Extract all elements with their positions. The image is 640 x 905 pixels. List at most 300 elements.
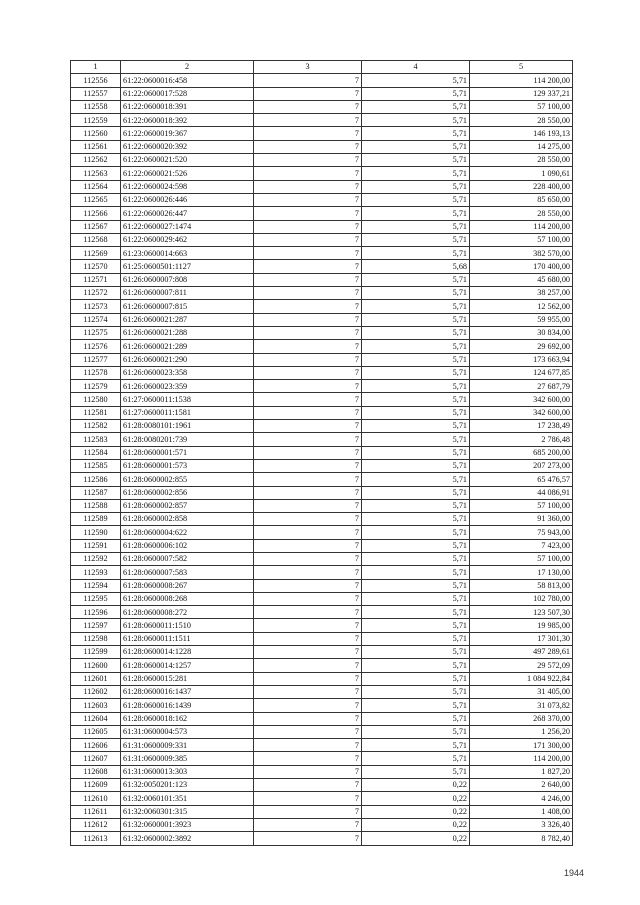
row-number: 112600 [71,659,121,672]
row-number: 112557 [71,87,121,100]
table-row [71,606,573,619]
cadastral-number: 61:28:0600001:573 [121,459,254,472]
column-5-value: 45 680,00 [470,273,573,286]
column-3-value: 7 [254,260,362,273]
column-3-value: 7 [254,606,362,619]
column-4-value: 5,71 [362,473,470,486]
cadastral-number: 61:28:0600002:855 [121,473,254,486]
column-5-value: 30 834,00 [470,326,573,339]
row-number: 112609 [71,779,121,792]
cadastral-number: 61:28:0600002:856 [121,486,254,499]
column-3-value: 7 [254,247,362,260]
cadastral-number: 61:27:0600011:1581 [121,406,254,419]
column-5-value: 57 100,00 [470,100,573,113]
column-4-value: 5,71 [362,233,470,246]
table-row [71,433,573,446]
column-5-value: 75 943,00 [470,526,573,539]
column-5-value: 124 677,85 [470,366,573,379]
column-5-value: 8 782,40 [470,832,573,845]
row-number: 112560 [71,127,121,140]
column-4-value: 5,71 [362,366,470,379]
row-number: 112611 [71,805,121,818]
cadastral-number: 61:22:0600019:367 [121,127,254,140]
column-5-value: 31 073,82 [470,699,573,712]
cadastral-number: 61:31:0600009:331 [121,739,254,752]
column-5-value: 129 337,21 [470,87,573,100]
column-3-value: 7 [254,340,362,353]
row-number: 112599 [71,646,121,659]
column-4-value: 5,71 [362,659,470,672]
column-3-value: 7 [254,646,362,659]
column-5-value: 114 200,00 [470,752,573,765]
cadastral-number: 61:31:0600009:385 [121,752,254,765]
cadastral-number: 61:28:0600011:1511 [121,632,254,645]
column-5-value: 1 408,00 [470,805,573,818]
table-row [71,659,573,672]
column-5-value: 38 257,00 [470,287,573,300]
row-number: 112564 [71,180,121,193]
row-number: 112576 [71,340,121,353]
column-4-value: 5,71 [362,220,470,233]
column-4-value: 5,71 [362,273,470,286]
column-4-value: 5,71 [362,114,470,127]
table-row [71,513,573,526]
row-number: 112604 [71,712,121,725]
column-5-value: 28 550,00 [470,207,573,220]
column-4-value: 5,71 [362,87,470,100]
column-3-value: 7 [254,420,362,433]
table-row [71,685,573,698]
row-number: 112566 [71,207,121,220]
column-5-value: 29 692,00 [470,340,573,353]
column-4-value: 5,71 [362,672,470,685]
column-5-value: 28 550,00 [470,154,573,167]
column-3-value: 7 [254,87,362,100]
row-number: 112584 [71,446,121,459]
column-4-value: 5,71 [362,606,470,619]
row-number: 112567 [71,220,121,233]
table-row [71,725,573,738]
header-row [71,61,573,74]
cadastral-number: 61:28:0600008:268 [121,592,254,605]
column-5-value: 207 273,00 [470,459,573,472]
column-3-value: 7 [254,725,362,738]
column-5-value: 17 130,00 [470,566,573,579]
column-4-value: 0,22 [362,832,470,845]
column-3-value: 7 [254,832,362,845]
table-row [71,473,573,486]
column-3-value: 7 [254,513,362,526]
column-4-value: 5,71 [362,100,470,113]
column-4-value: 5,68 [362,260,470,273]
table-row [71,380,573,393]
column-3-value: 7 [254,486,362,499]
table-row [71,353,573,366]
row-number: 112597 [71,619,121,632]
column-4-value: 5,71 [362,353,470,366]
column-5-value: 44 086,91 [470,486,573,499]
table-row [71,526,573,539]
row-number: 112608 [71,765,121,778]
cadastral-number: 61:22:0600017:528 [121,87,254,100]
cadastral-number: 61:22:0600018:392 [121,114,254,127]
table-row [71,140,573,153]
column-4-value: 5,71 [362,752,470,765]
column-4-value: 5,71 [362,326,470,339]
column-5-value: 228 400,00 [470,180,573,193]
column-5-value: 114 200,00 [470,220,573,233]
column-3-value: 7 [254,140,362,153]
column-3-value: 7 [254,433,362,446]
table-row [71,446,573,459]
table-row [71,114,573,127]
table-row [71,326,573,339]
column-3-value: 7 [254,659,362,672]
column-4-value: 5,71 [362,619,470,632]
table-body [71,74,573,845]
column-3-value: 7 [254,459,362,472]
column-3-value: 7 [254,287,362,300]
table-row [71,406,573,419]
cadastral-number: 61:22:0600026:447 [121,207,254,220]
row-number: 112606 [71,739,121,752]
column-5-value: 497 289,61 [470,646,573,659]
column-3-value: 7 [254,579,362,592]
row-number: 112580 [71,393,121,406]
row-number: 112596 [71,606,121,619]
row-number: 112561 [71,140,121,153]
cadastral-number: 61:28:0600011:1510 [121,619,254,632]
column-3-value: 7 [254,712,362,725]
column-3-value: 7 [254,273,362,286]
row-number: 112579 [71,380,121,393]
column-5-value: 146 193,13 [470,127,573,140]
column-5-value: 91 360,00 [470,513,573,526]
cadastral-number: 61:32:0060301:315 [121,805,254,818]
table-row [71,805,573,818]
page-number: 1944 [563,868,584,878]
column-3-value: 7 [254,154,362,167]
column-3-value: 7 [254,366,362,379]
table-row [71,87,573,100]
column-header-3: 3 [254,61,362,74]
cadastral-number: 61:31:0600004:573 [121,725,254,738]
column-3-value: 7 [254,499,362,512]
row-number: 112590 [71,526,121,539]
column-header-1: 1 [71,61,121,74]
column-5-value: 171 300,00 [470,739,573,752]
column-3-value: 7 [254,792,362,805]
cadastral-number: 61:26:0600007:808 [121,273,254,286]
table-row [71,313,573,326]
row-number: 112572 [71,287,121,300]
table-row [71,154,573,167]
table-row [71,393,573,406]
column-3-value: 7 [254,619,362,632]
column-5-value: 685 200,00 [470,446,573,459]
column-4-value: 5,71 [362,127,470,140]
cadastral-number: 61:22:0600026:446 [121,193,254,206]
column-3-value: 7 [254,180,362,193]
column-3-value: 7 [254,552,362,565]
column-5-value: 85 650,00 [470,193,573,206]
column-4-value: 5,71 [362,699,470,712]
row-number: 112588 [71,499,121,512]
column-4-value: 5,71 [362,406,470,419]
column-4-value: 5,71 [362,579,470,592]
column-3-value: 7 [254,779,362,792]
column-5-value: 268 370,00 [470,712,573,725]
cadastral-number: 61:22:0600016:458 [121,74,254,87]
column-4-value: 5,71 [362,180,470,193]
column-3-value: 7 [254,632,362,645]
column-3-value: 7 [254,805,362,818]
cadastral-number: 61:28:0600015:281 [121,672,254,685]
table-row [71,712,573,725]
column-4-value: 5,71 [362,646,470,659]
cadastral-number: 61:28:0080201:739 [121,433,254,446]
cadastral-number: 61:28:0600007:583 [121,566,254,579]
column-5-value: 59 955,00 [470,313,573,326]
cadastral-number: 61:32:0060101:351 [121,792,254,805]
column-3-value: 7 [254,685,362,698]
column-5-value: 57 100,00 [470,233,573,246]
column-4-value: 5,71 [362,380,470,393]
column-3-value: 7 [254,207,362,220]
column-3-value: 7 [254,220,362,233]
row-number: 112563 [71,167,121,180]
table-row [71,499,573,512]
column-5-value: 3 326,40 [470,818,573,831]
row-number: 112612 [71,818,121,831]
column-4-value: 0,22 [362,792,470,805]
cadastral-number: 61:32:0600002:3892 [121,832,254,845]
row-number: 112571 [71,273,121,286]
table-row [71,832,573,845]
cadastral-number: 61:22:0600020:392 [121,140,254,153]
column-5-value: 342 600,00 [470,393,573,406]
cadastral-number: 61:22:0600021:526 [121,167,254,180]
row-number: 112589 [71,513,121,526]
column-4-value: 5,71 [362,486,470,499]
row-number: 112595 [71,592,121,605]
table-row [71,247,573,260]
column-3-value: 7 [254,380,362,393]
table-row [71,632,573,645]
row-number: 112569 [71,247,121,260]
table-row [71,539,573,552]
table-row [71,340,573,353]
column-5-value: 342 600,00 [470,406,573,419]
table-row [71,180,573,193]
row-number: 112575 [71,326,121,339]
column-3-value: 7 [254,752,362,765]
table-row [71,127,573,140]
cadastral-number: 61:31:0600013:303 [121,765,254,778]
cadastral-number: 61:26:0600023:359 [121,380,254,393]
cadastral-number: 61:28:0600016:1437 [121,685,254,698]
column-4-value: 5,71 [362,207,470,220]
column-4-value: 5,71 [362,499,470,512]
row-number: 112587 [71,486,121,499]
table-row [71,193,573,206]
row-number: 112558 [71,100,121,113]
column-3-value: 7 [254,739,362,752]
row-number: 112578 [71,366,121,379]
column-5-value: 14 275,00 [470,140,573,153]
column-4-value: 5,71 [362,632,470,645]
column-3-value: 7 [254,127,362,140]
row-number: 112594 [71,579,121,592]
column-3-value: 7 [254,818,362,831]
table-row [71,459,573,472]
cadastral-number: 61:28:0600002:858 [121,513,254,526]
cadastral-number: 61:28:0600008:272 [121,606,254,619]
column-4-value: 5,71 [362,552,470,565]
row-number: 112603 [71,699,121,712]
table-row [71,818,573,831]
column-5-value: 57 100,00 [470,499,573,512]
column-5-value: 123 507,30 [470,606,573,619]
column-4-value: 0,22 [362,818,470,831]
cadastral-number: 61:28:0600014:1257 [121,659,254,672]
row-number: 112581 [71,406,121,419]
row-number: 112613 [71,832,121,845]
column-5-value: 57 100,00 [470,552,573,565]
column-5-value: 65 476,57 [470,473,573,486]
column-3-value: 7 [254,592,362,605]
cadastral-number: 61:28:0600014:1228 [121,646,254,659]
column-4-value: 5,71 [362,287,470,300]
column-3-value: 7 [254,406,362,419]
cadastral-number: 61:22:0600027:1474 [121,220,254,233]
column-5-value: 173 663,94 [470,353,573,366]
column-3-value: 7 [254,393,362,406]
table-row [71,207,573,220]
cadastral-number: 61:26:0600023:358 [121,366,254,379]
column-4-value: 5,71 [362,433,470,446]
column-4-value: 5,71 [362,313,470,326]
column-4-value: 5,71 [362,685,470,698]
column-3-value: 7 [254,446,362,459]
cadastral-number: 61:28:0600018:162 [121,712,254,725]
column-3-value: 7 [254,765,362,778]
column-4-value: 5,71 [362,725,470,738]
row-number: 112573 [71,300,121,313]
table-row [71,167,573,180]
column-5-value: 170 400,00 [470,260,573,273]
column-5-value: 114 200,00 [470,74,573,87]
table-row [71,792,573,805]
column-4-value: 0,22 [362,779,470,792]
column-4-value: 5,71 [362,446,470,459]
column-5-value: 29 572,09 [470,659,573,672]
cadastral-number: 61:28:0600001:571 [121,446,254,459]
cadastral-number: 61:26:0600007:815 [121,300,254,313]
column-3-value: 7 [254,193,362,206]
table-row [71,699,573,712]
column-3-value: 7 [254,526,362,539]
cadastral-number: 61:26:0600021:289 [121,340,254,353]
cadastral-number: 61:22:0600029:462 [121,233,254,246]
column-4-value: 5,71 [362,393,470,406]
column-3-value: 7 [254,313,362,326]
table-row [71,752,573,765]
row-number: 112610 [71,792,121,805]
column-3-value: 7 [254,100,362,113]
table-row [71,552,573,565]
row-number: 112556 [71,74,121,87]
column-4-value: 5,71 [362,566,470,579]
table-row [71,486,573,499]
column-5-value: 17 238,49 [470,420,573,433]
column-3-value: 7 [254,699,362,712]
column-5-value: 382 570,00 [470,247,573,260]
column-4-value: 5,71 [362,247,470,260]
column-4-value: 5,71 [362,539,470,552]
row-number: 112577 [71,353,121,366]
row-number: 112586 [71,473,121,486]
column-5-value: 27 687,79 [470,380,573,393]
column-5-value: 4 246,00 [470,792,573,805]
cadastral-number: 61:32:0600001:3923 [121,818,254,831]
column-5-value: 102 780,00 [470,592,573,605]
row-number: 112574 [71,313,121,326]
column-4-value: 5,71 [362,300,470,313]
column-5-value: 1 827,20 [470,765,573,778]
column-5-value: 31 405,00 [470,685,573,698]
cadastral-number: 61:22:0600024:598 [121,180,254,193]
cadastral-number: 61:26:0600021:288 [121,326,254,339]
column-3-value: 7 [254,473,362,486]
cadastral-number: 61:28:0600016:1439 [121,699,254,712]
column-5-value: 1 084 922,84 [470,672,573,685]
column-5-value: 7 423,00 [470,539,573,552]
column-4-value: 5,71 [362,420,470,433]
column-header-4: 4 [362,61,470,74]
table-row [71,366,573,379]
cadastral-number: 61:25:0600501:1127 [121,260,254,273]
column-4-value: 5,71 [362,739,470,752]
column-4-value: 5,71 [362,765,470,778]
table-row [71,74,573,87]
column-3-value: 7 [254,114,362,127]
cadastral-number: 61:28:0600006:102 [121,539,254,552]
row-number: 112565 [71,193,121,206]
column-5-value: 58 813,00 [470,579,573,592]
column-3-value: 7 [254,566,362,579]
column-5-value: 1 256,20 [470,725,573,738]
column-3-value: 7 [254,326,362,339]
row-number: 112591 [71,539,121,552]
cadastral-number: 61:28:0600002:857 [121,499,254,512]
table-row [71,566,573,579]
cadastral-number: 61:22:0600018:391 [121,100,254,113]
table-row [71,300,573,313]
column-3-value: 7 [254,74,362,87]
table-row [71,287,573,300]
table-row [71,592,573,605]
row-number: 112559 [71,114,121,127]
column-3-value: 7 [254,233,362,246]
row-number: 112568 [71,233,121,246]
row-number: 112605 [71,725,121,738]
column-3-value: 7 [254,672,362,685]
column-4-value: 0,22 [362,805,470,818]
column-3-value: 7 [254,167,362,180]
cadastral-number: 61:28:0600004:622 [121,526,254,539]
column-5-value: 28 550,00 [470,114,573,127]
